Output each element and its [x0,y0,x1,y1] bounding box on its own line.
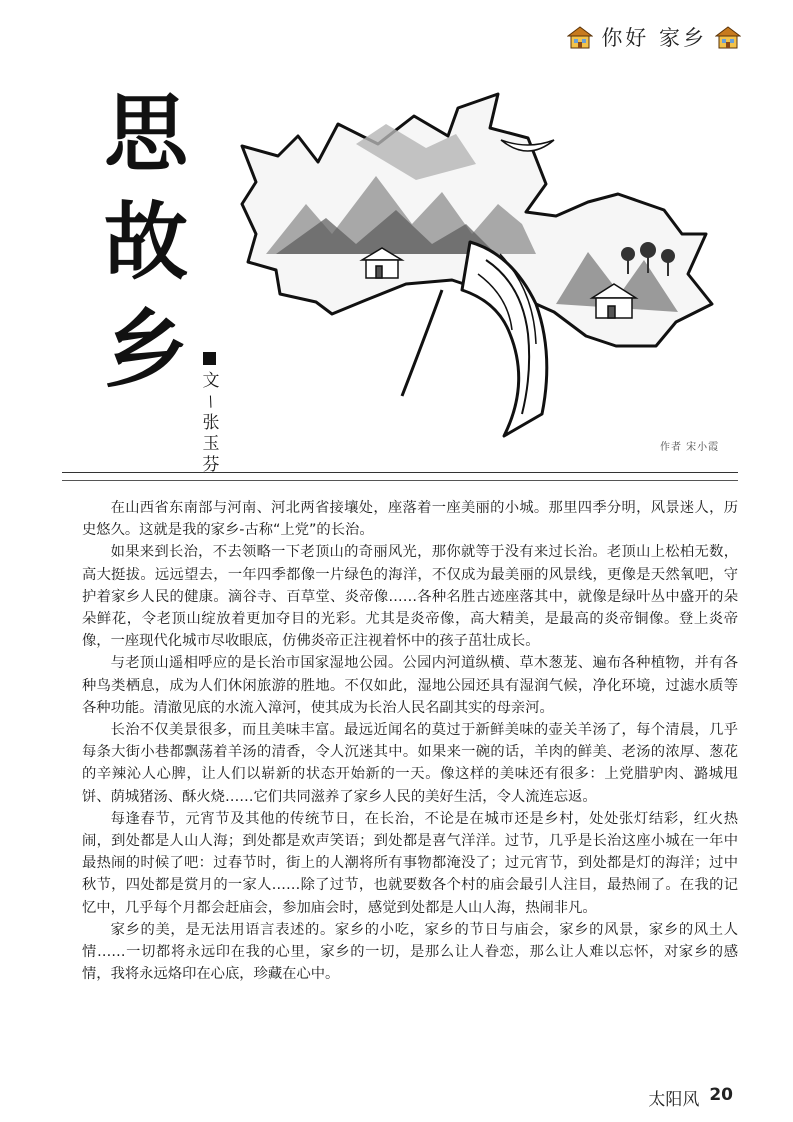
square-bullet-icon [203,352,216,365]
article-paragraph: 家乡的美，是无法用语言表述的。家乡的小吃，家乡的节日与庙会，家乡的风景，家乡的风土人情……一切都将永远印在我的心里，家乡的一切，是那么让人眷恋，那么让人难以忘怀，对家乡的感情，我将永远烙印在心底，珍藏在心中。 [82,921,738,983]
stem-line [402,290,442,396]
article-paragraph: 长治不仅美景很多，而且美味丰富。最远近闻名的莫过于新鲜美味的壶关羊汤了，每个清晨，几乎每条大街小巷都飘荡着羊汤的清香，令人沉迷其中。如果来一碗的话，羊肉的鲜美、老汤的浓厚、葱花的辛辣沁人心脾，让人们以崭新的状态开始新的一天。像这样的美味还有很多：上党腊驴肉、潞城甩饼、荫城猪汤、酥火烧……它们共同滋养了家乡人民的美好生活，令人流连忘返。 [82,722,738,805]
author-char: 芬 [202,455,220,475]
byline-slash: / [205,393,216,411]
article-paragraph: 在山西省东南部与河南、河北两省接壤处，座落着一座美丽的小城。那里四季分明，风景迷人，历史悠久。这就是我的家乡-古称“上党”的长治。 [82,500,738,539]
article-paragraph: 如果来到长治，不去领略一下老顶山的奇丽风光，那你就等于没有来过长治。老顶山上松柏无数，高大挺拔。远远望去，一年四季都像一片绿色的海洋，不仅成为最美丽的风景线，更像是天然氧吧，守护着家乡人民的健康。滴谷寺、百草堂、炎帝像……各种名胜古迹座落其中，就像是绿叶丛中盛开的朵朵鲜花，令老顶山绽放着更加夺目的光彩。尤其是炎帝像，高大精美，是最高的炎帝铜像。登上炎帝像，一座现代化城市尽收眼底，仿佛炎帝正注视着怀中的孩子茁壮成长。 [82,544,738,650]
page-footer [648,1085,733,1110]
section-header [567,22,741,52]
byline-wen: 文 [202,371,220,391]
title-char: 思 [103,84,188,183]
maple-leaf-landscape-illustration [236,84,718,444]
house-icon [567,25,593,49]
author-char: 玉 [202,434,220,454]
article-paragraph: 每逢春节，元宵节及其他的传统节日，在长治，不论是在城市还是乡村，处处张灯结彩，红火热闹，到处都是人山人海；到处都是欢声笑语；到处都是喜气洋洋。过节，几乎是长治这座小城在一年中最热闹的时候了吧：过春节时，街上的人潮将所有事物都淹没了；过元宵节，到处都是灯的海洋；过中秋节，四处都是赏月的一家人……除了过节，也就要数各个村的庙会最引人注目，最热闹了。在我的记忆中，几乎每个月都会赶庙会，参加庙会时，感觉到处都是人山人海，热闹非凡。 [82,810,738,916]
article-title [96,80,196,404]
page-number: 20 [709,1085,733,1105]
byline [198,352,224,476]
author-char: 张 [202,413,220,433]
illustration-credit: 作者 宋小霞 [660,442,720,453]
magazine-name: 太阳风 [648,1090,700,1110]
title-char: 乡 [103,300,188,399]
house-icon [715,25,741,49]
divider-line [62,480,738,481]
title-char: 故 [103,192,188,291]
section-title: 你好 家乡 [601,26,707,50]
article-body [82,497,738,985]
article-paragraph: 与老顶山遥相呼应的是长治市国家湿地公园。公园内河道纵横、草木葱茏、遍布各种植物，并有各种鸟类栖息，成为人们休闲旅游的胜地。不仅如此，湿地公园还具有湿润气候，净化环境，过滤水质等各种功能。清澈见底的水流入漳河，使其成为长治人民名副其实的母亲河。 [82,655,738,716]
divider-line [62,472,738,473]
